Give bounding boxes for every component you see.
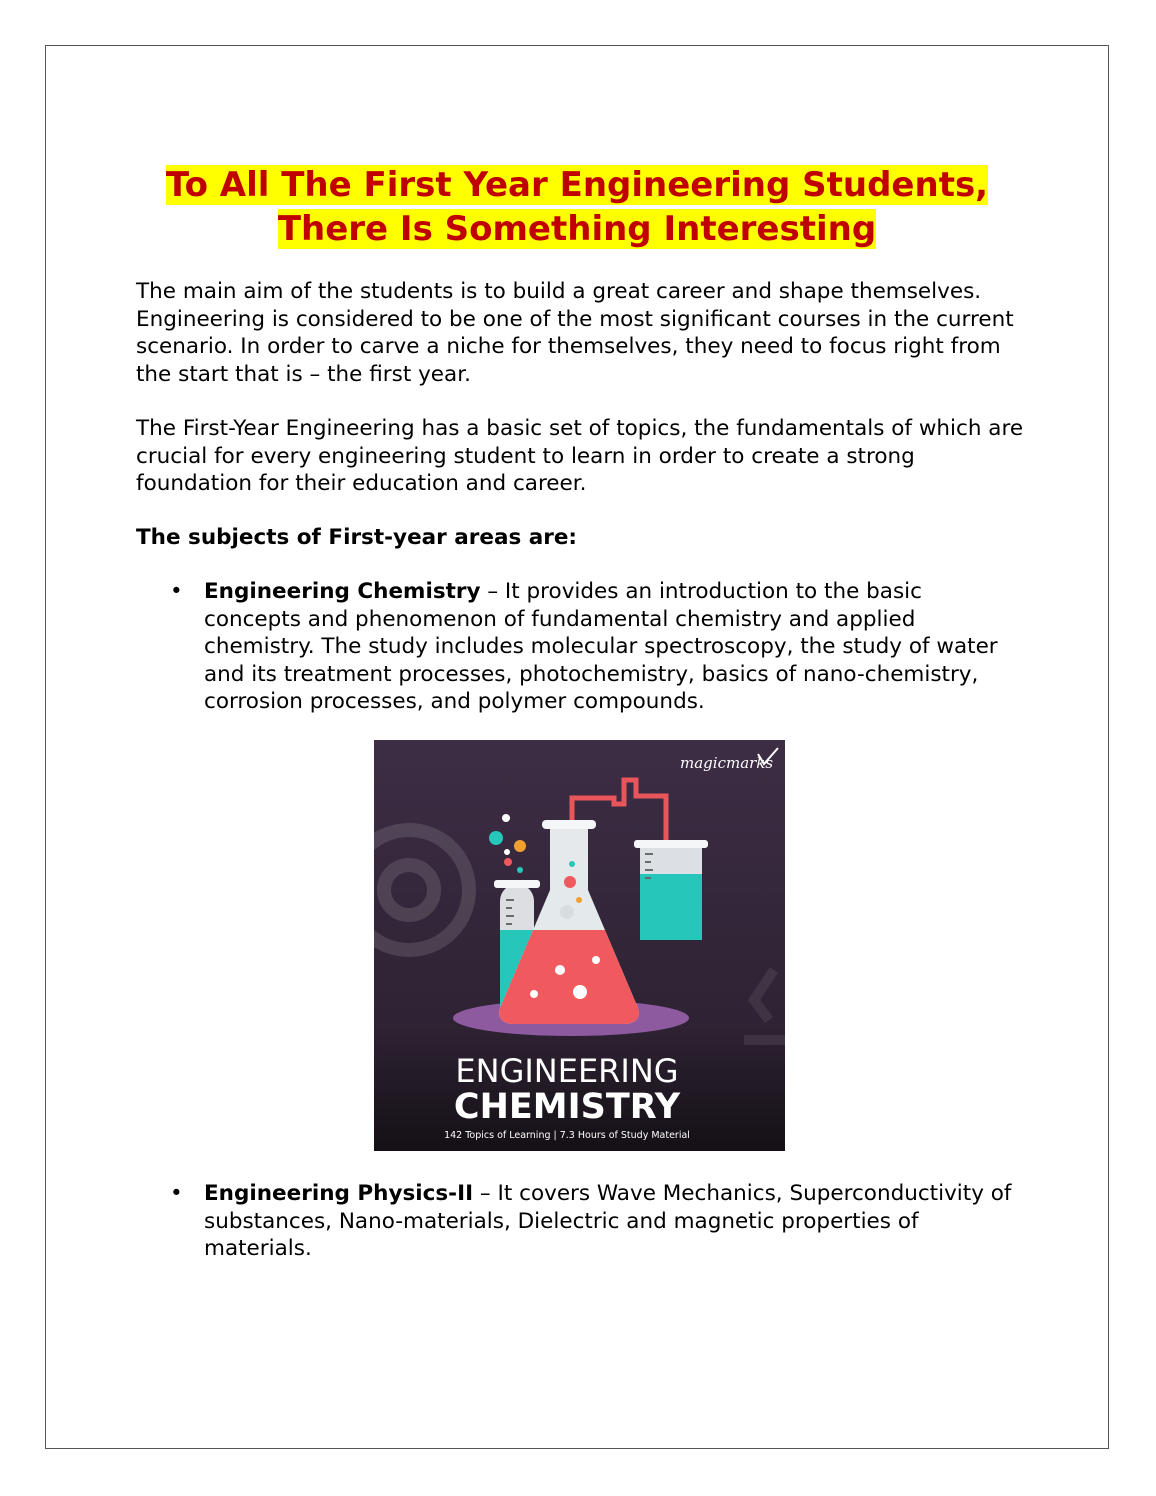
subject-description: – It provides an introduction to the basic concepts and phenomenon of fundamental chemistry and applied chemistry. The study includes molecular spectroscopy, the study of water and its treatment processes, photochemistry, basics of nano-chemistry, corrosion processes, and polymer compounds.: [204, 579, 998, 714]
title-line-2: There Is Something Interesting: [277, 209, 877, 249]
brand-logo: magicmarks: [680, 754, 774, 772]
subject-item-physics: [170, 1180, 1024, 1263]
foundation-paragraph: The First-Year Engineering has a basic set of topics, the fundamentals of which are crucial for every engineering student to learn in order to create a strong foundation for their education and career.: [136, 416, 1024, 496]
subject-item-chemistry: [170, 578, 1024, 716]
subjects-heading: The subjects of First-year areas are:: [136, 525, 578, 550]
illustration-heading-line-1: ENGINEERING: [455, 1052, 679, 1090]
illustration-caption: 142 Topics of Learning | 7.3 Hours of Study Material: [444, 1130, 690, 1141]
title-line-1: To All The First Year Engineering Students,: [165, 165, 989, 205]
beaker: [634, 840, 708, 940]
subject-name: Engineering Physics-II: [204, 1181, 474, 1206]
engineering-chemistry-illustration: [374, 740, 785, 1151]
subject-description: – It covers Wave Mechanics, Superconductivity of substances, Nano-materials, Dielectric and magnetic properties of materials.: [204, 1181, 1012, 1261]
bullet-icon: •: [170, 579, 183, 604]
bullet-icon: •: [170, 1181, 183, 1206]
illustration-heading-line-2: CHEMISTRY: [453, 1087, 681, 1127]
page-title: [45, 163, 1109, 251]
intro-paragraph: The main aim of the students is to build a great career and shape themselves. Engineering is considered to be one of the most significant courses in the current scenario. In order to carve a niche for themselves, they need to focus right from the start that is – the first year.: [136, 279, 1014, 387]
subject-name: Engineering Chemistry: [204, 579, 481, 604]
